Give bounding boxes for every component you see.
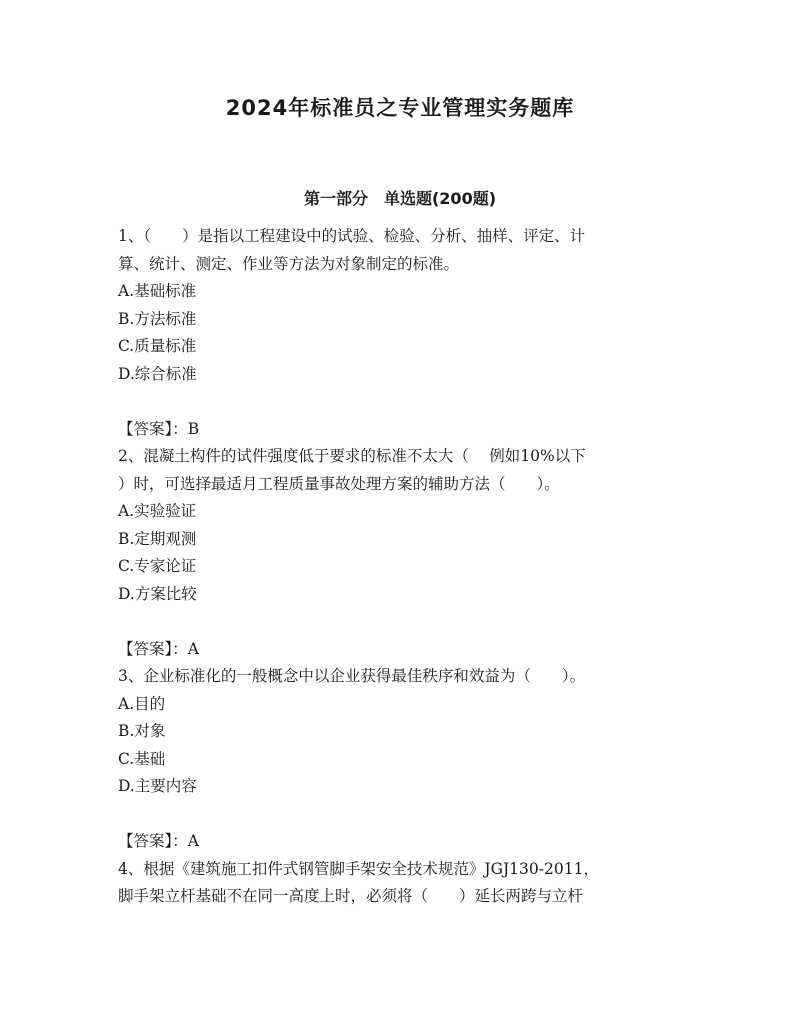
- question-text-line: 4、根据《建筑施工扣件式钢管脚手架安全技术规范》JGJ130-2011，: [118, 859, 599, 878]
- question-text-line: ）时，可选择最适月工程质量事故处理方案的辅助方法（ ）。: [118, 474, 560, 493]
- question-text-line: 3、企业标准化的一般概念中以企业获得最佳秩序和效益为（ ）。: [118, 667, 586, 685]
- blank-line: [118, 801, 684, 829]
- answer-value: A: [187, 639, 199, 658]
- question-3: [118, 663, 684, 856]
- answer-line: [118, 636, 684, 664]
- section-title: 第一部分 单选题(200题): [303, 189, 497, 208]
- option-c: C.基础: [118, 749, 166, 768]
- blank-line: [118, 608, 684, 636]
- question-text-line: 脚手架立杆基础不在同一高度上时，必须将（ ）延长两跨与立杆: [118, 887, 584, 905]
- answer-line: [118, 828, 684, 856]
- answer-line: [118, 416, 684, 444]
- option-a: A.目的: [118, 694, 166, 713]
- option-d: D.主要内容: [118, 777, 197, 795]
- option-a: A.基础标准: [118, 282, 197, 300]
- answer-value: A: [187, 832, 199, 850]
- option-d: D.方案比较: [118, 584, 197, 603]
- option-a: A.实验验证: [118, 502, 197, 520]
- answer-label: 【答案】：: [118, 639, 188, 658]
- answer-label: 【答案】：: [118, 832, 188, 850]
- question-text-line: 算、统计、测定、作业等方法为对象制定的标准。: [118, 254, 460, 273]
- option-c: C.质量标准: [118, 337, 197, 355]
- question-text-line: 1、（ ）是指以工程建设中的试验、检验、分析、抽样、评定、计: [118, 227, 586, 245]
- blank-line: [118, 388, 684, 416]
- question-1: [118, 223, 684, 443]
- answer-label: 【答案】：: [118, 419, 188, 438]
- question-4: [118, 856, 684, 911]
- option-b: B.对象: [118, 722, 166, 740]
- option-d: D.综合标准: [118, 364, 197, 383]
- question-text-line: 2、混凝土构件的试件强度低于要求的标准不太大（ 例如10%以下: [118, 447, 586, 465]
- option-b: B.方法标准: [118, 309, 197, 328]
- question-2: [118, 443, 684, 663]
- option-c: C.专家论证: [118, 557, 197, 575]
- option-b: B.定期观测: [118, 529, 197, 548]
- document-title: 2024年标准员之专业管理实务题库: [225, 96, 575, 120]
- answer-value: B: [187, 419, 200, 438]
- question-list: [118, 223, 684, 911]
